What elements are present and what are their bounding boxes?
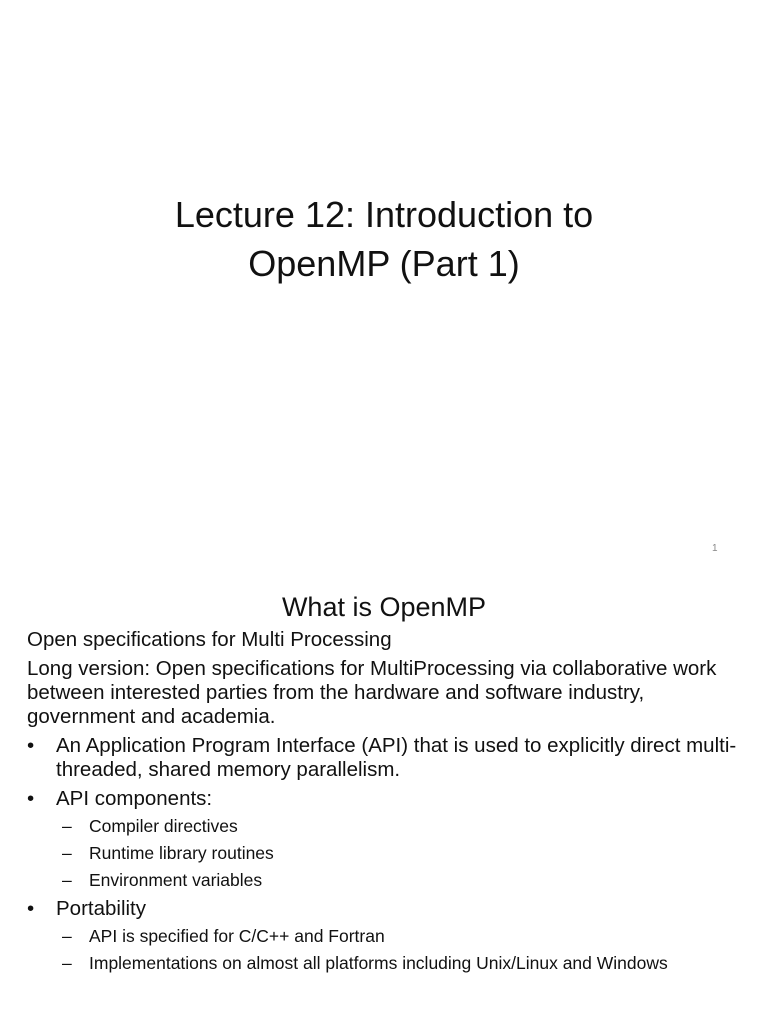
paragraph-short-name: Open specifications for Multi Processing: [27, 628, 392, 651]
bullet-item: [27, 787, 747, 811]
slide-number: 1: [712, 543, 718, 554]
lecture-title-line-2: OpenMP (Part 1): [248, 243, 520, 284]
sub-list: [62, 926, 747, 974]
sub-item: [62, 926, 747, 947]
bullet-icon: •: [27, 734, 35, 757]
bullet-item: [27, 897, 747, 921]
slide-body: [27, 628, 747, 980]
bullet-text: API components:: [56, 787, 213, 810]
dash-icon: –: [62, 816, 72, 836]
paragraph-long-version: Long version: Open specifications for MultiProcessing via collaborative work between interested parties from the hardware and software industry, government and academia.: [27, 657, 717, 728]
lecture-title-line-1: Lecture 12: Introduction to: [174, 194, 594, 235]
bullet-icon: •: [27, 787, 35, 810]
slide-title: What is OpenMP: [281, 592, 487, 622]
sub-item: [62, 816, 747, 837]
sub-item-text: Runtime library routines: [89, 843, 274, 863]
sub-item: [62, 843, 747, 864]
sub-list: [62, 816, 747, 891]
dash-icon: –: [62, 843, 72, 863]
bullet-item: [27, 734, 747, 782]
sub-item-text: API is specified for C/C++ and Fortran: [89, 926, 385, 946]
dash-icon: –: [62, 953, 72, 973]
dash-icon: –: [62, 870, 72, 890]
dash-icon: –: [62, 926, 72, 946]
bullet-text: Portability: [56, 897, 147, 920]
lecture-title: [0, 190, 768, 288]
sub-item: [62, 953, 747, 974]
bullet-icon: •: [27, 897, 35, 920]
sub-item: [62, 870, 747, 891]
slide-what-is-openmp: [0, 571, 768, 1024]
sub-item-text: Implementations on almost all platforms including Unix/Linux and Windows: [89, 953, 668, 973]
bullet-text: An Application Program Interface (API) that is used to explicitly direct multi-threaded, shared memory parallelism.: [56, 734, 737, 781]
sub-item-text: Environment variables: [89, 870, 263, 890]
sub-item-text: Compiler directives: [89, 816, 238, 836]
